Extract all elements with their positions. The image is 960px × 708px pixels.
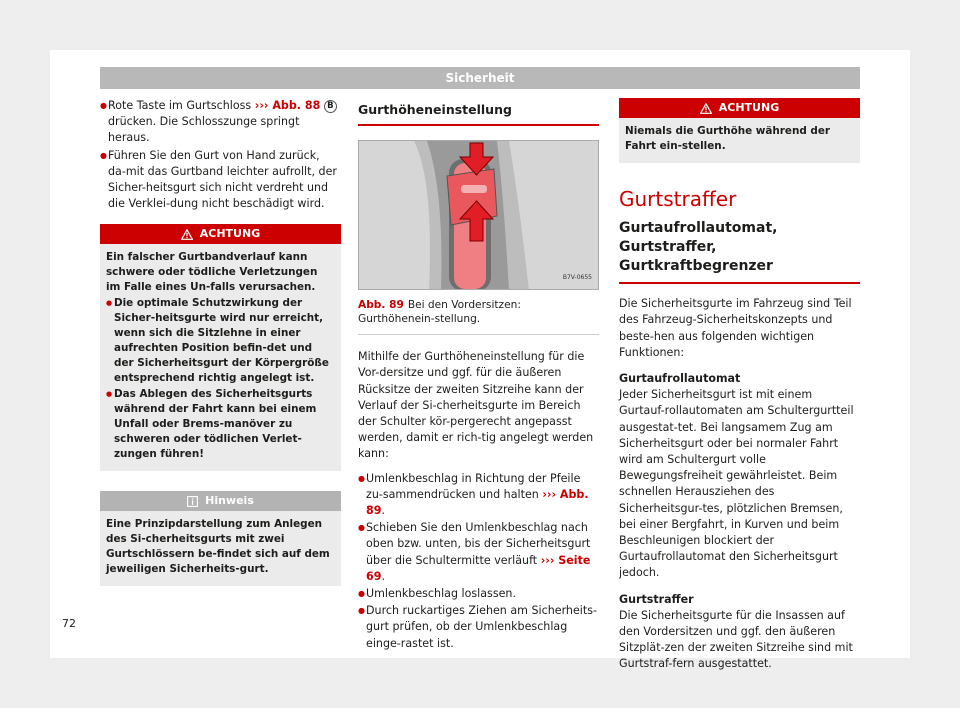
warning-body: Niemals die Gurthöhe während der Fahrt ein-stellen.	[625, 125, 831, 152]
section-title: Gurtaufrollautomat, Gurtstraffer, Gurtkraftbegrenzer	[619, 219, 860, 284]
figure-link[interactable]: ››› Abb. 88	[254, 99, 321, 112]
page-link[interactable]: ››› Seite 69	[366, 553, 591, 583]
warning-header: ACHTUNG	[619, 98, 860, 118]
page-number: 72	[62, 617, 76, 630]
column-middle	[358, 98, 599, 653]
list-item: ● Umlenkbeschlag loslassen.	[358, 586, 599, 602]
warning-box	[619, 98, 860, 163]
subheading: Gurtstraffer	[619, 592, 694, 606]
warning-box	[100, 224, 341, 471]
belt-height-figure	[358, 140, 599, 290]
list-item: ● Das Ablegen des Sicherheitsgurts während der Fahrt kann bei einem Unfall oder Brems-manöver zu schweren oder tödlichen Verlet-zungen führen!	[106, 387, 335, 462]
list-item: ● Schieben Sie den Umlenkbeschlag nach oben bzw. unten, bis der Sicherheitsgurt über die Schultermitte verläuft ››› Seite 69.	[358, 520, 599, 585]
figure-link[interactable]: ››› Abb. 89	[366, 487, 589, 518]
column-right	[619, 98, 860, 673]
list-item: ● Umlenkbeschlag in Richtung der Pfeile zu-sammendrücken und halten ››› Abb. 89.	[358, 471, 599, 520]
section-title: Gurthöheneinstellung	[358, 102, 599, 126]
figure-caption: Abb. 89 Bei den Vordersitzen: Gurthöhenein-stellung.	[358, 298, 599, 335]
paragraph: Die Sicherheitsgurte für die Insassen auf den Vordersitzen und ggf. den äußeren Sitzplät-zen der zweiten Sitzreihe sind mit Gurtstraf-fern ausgestattet.	[619, 608, 853, 671]
list-item: ● Rote Taste im Gurtschloss ››› Abb. 88 B drücken. Die Schlosszunge springt heraus.	[100, 98, 341, 147]
warning-header: ACHTUNG	[100, 224, 341, 244]
hint-box	[100, 491, 341, 586]
chapter-title: Gurtstraffer	[619, 187, 737, 211]
list-item: ● Führen Sie den Gurt von Hand zurück, da-mit das Gurtband leichter aufrollt, der Sicher-heitsgurt sich nicht verdreht und die Verklei-dung nicht beschädigt wird.	[100, 148, 341, 213]
list-item: ● Die optimale Schutzwirkung der Sicher-heitsgurte wird nur erreicht, wenn sich die Sitzlehne in einer aufrechten Position befin-det und der Sicherheitsgurt der Körpergröße entsprechend richtig angelegt ist.	[106, 296, 335, 386]
hint-body: Eine Prinzipdarstellung zum Anlegen des Si-cherheitsgurts mit zwei Gurtschlössern be-findet sich auf dem jeweiligen Sicherheits-gurt.	[106, 518, 330, 576]
subheading: Gurtaufrollautomat	[619, 372, 741, 386]
hint-header: Hinweis	[100, 491, 341, 511]
paragraph: Jeder Sicherheitsgurt ist mit einem Gurtauf-rollautomaten am Schultergurtteil ausgestat-tet. Bei langsamem Zug am Sicherheitsgurt oder bei normaler Fahrt wird am Schultergurt volle Bewegungsfreiheit gewährleistet. Beim schnellen Herausziehen des Sicherheitsgur-tes, plötzlichen Bremsen, bei einer Bergfahrt, in Kurven und beim Beschleunigen blockiert der Gurtaufrollautomat den Sicherheitsgurt jedoch.	[619, 388, 854, 580]
belt-height-illustration	[359, 141, 599, 290]
warning-body: Ein falscher Gurtbandverlauf kann schwere oder tödliche Verletzungen im Falle eines Un-falls verursachen. ● Die optimale Schutzwirkung der Sicher-heitsgurte wird nur erreicht, wenn sich die Sitzlehne in einer aufrechten Position befin-det und der Sicherheitsgurt der Körpergröße entsprechend richtig angelegt ist. ● Das Ablegen des Sicherheitsgurts während der Fahrt kann bei einem Unfall oder Brems-manöver zu schweren oder tödlichen Verlet-zungen führen!	[100, 244, 341, 471]
figure-code: B7V-0655	[562, 274, 592, 281]
warning-icon	[181, 229, 193, 240]
list-item: ● Durch ruckartiges Ziehen am Sicherheits-gurt prüfen, ob der Umlenkbeschlag einge-rastet ist.	[358, 603, 599, 652]
paragraph: Die Sicherheitsgurte im Fahrzeug sind Teil des Fahrzeug-Sicherheitskonzepts und beste-hen aus folgenden wichtigen Funktionen:	[619, 297, 852, 359]
column-left	[100, 98, 341, 586]
callout-b-badge: B	[324, 100, 337, 113]
warning-icon	[700, 103, 712, 114]
paragraph: Mithilfe der Gurthöheneinstellung für die Vor-dersitze und ggf. für die äußeren Rücksitze der zweiten Sitzreihe kann der Verlauf der Si-cherheitsgurte im Bereich der Schulter kör-pergerecht angepasst werden, damit er rich-tig angelegt werden kann:	[358, 350, 594, 461]
info-icon	[187, 496, 198, 507]
running-header: Sicherheit	[100, 67, 860, 89]
